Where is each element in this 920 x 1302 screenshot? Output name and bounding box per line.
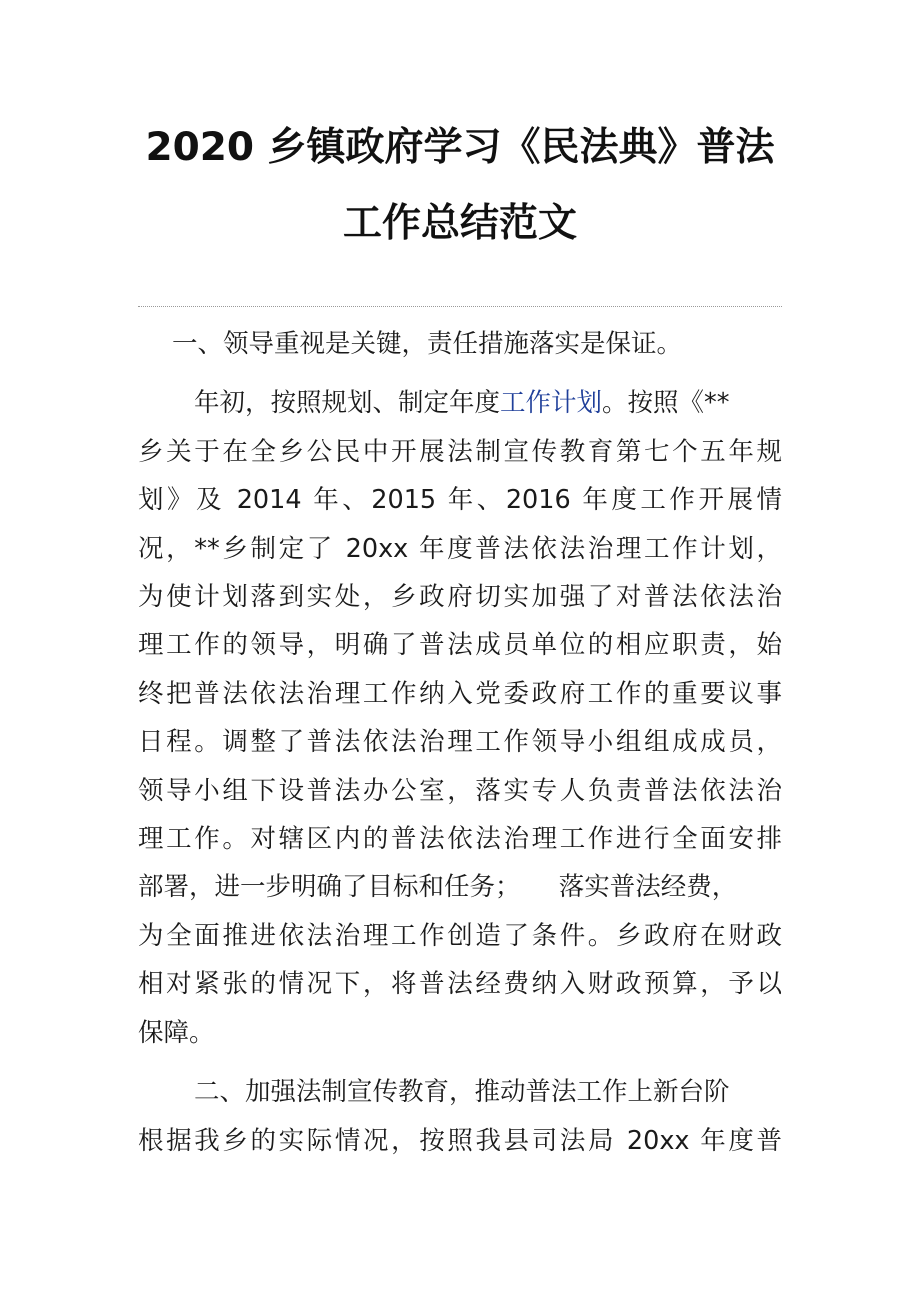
work-plan-link[interactable]: 工作计划	[500, 388, 603, 419]
paragraph-1-line-12: 为全面推进依法治理工作创造了条件。乡政府在财政	[138, 920, 782, 951]
title-divider	[138, 306, 782, 307]
section-heading-1	[138, 320, 782, 368]
paragraph-2-line-1: 根据我乡的实际情况，按照我县司法局 20xx 年度普	[138, 1125, 782, 1156]
paragraph-1-line-10: 理工作。对辖区内的普法依法治理工作进行全面安排	[138, 824, 782, 855]
paragraph-1	[138, 379, 782, 1057]
paragraph-1-line-6: 理工作的领导，明确了普法成员单位的相应职责，始	[138, 630, 782, 661]
paragraph-1-line-2: 乡关于在全乡公民中开展法制宣传教育第七个五年规	[138, 436, 782, 467]
document-title	[120, 110, 800, 262]
p1-line1-b: 。按照《**	[602, 388, 730, 419]
paragraph-1-line-8: 日程。调整了普法依法治理工作领导小组组成成员，	[138, 727, 782, 758]
paragraph-1-line-3: 划》及 2014 年、2015 年、2016 年度工作开展情	[138, 485, 782, 516]
paragraph-1-line-1	[138, 379, 782, 427]
title-line-1: 2020 乡镇政府学习《民法典》普法	[145, 125, 775, 170]
title-line-2: 工作总结范文	[342, 201, 577, 246]
document-body	[138, 320, 782, 1165]
paragraph-1-line-13: 相对紧张的情况下，将普法经费纳入财政预算，予以	[138, 969, 782, 1000]
paragraph-1-line-4: 况，**乡制定了 20xx 年度普法依法治理工作计划，	[138, 533, 782, 564]
paragraph-1-line-14: 保障。	[138, 1017, 215, 1048]
section-heading-2-text: 二、加强法制宣传教育，推动普法工作上新台阶	[194, 1077, 730, 1108]
p1-line1-a: 年初，按照规划、制定年度	[194, 388, 501, 419]
paragraph-2	[138, 1117, 782, 1165]
paragraph-1-line-5: 为使计划落到实处，乡政府切实加强了对普法依法治	[138, 582, 782, 613]
section-heading-2	[138, 1068, 782, 1116]
section-heading-1-text: 一、领导重视是关键，责任措施落实是保证。	[172, 329, 683, 359]
paragraph-1-line-11: 部署，进一步明确了目标和任务； 落实普法经费，	[138, 872, 738, 903]
paragraph-1-line-7: 终把普法依法治理工作纳入党委政府工作的重要议事	[138, 678, 782, 709]
paragraph-1-line-9: 领导小组下设普法办公室，落实专人负责普法依法治	[138, 775, 782, 806]
